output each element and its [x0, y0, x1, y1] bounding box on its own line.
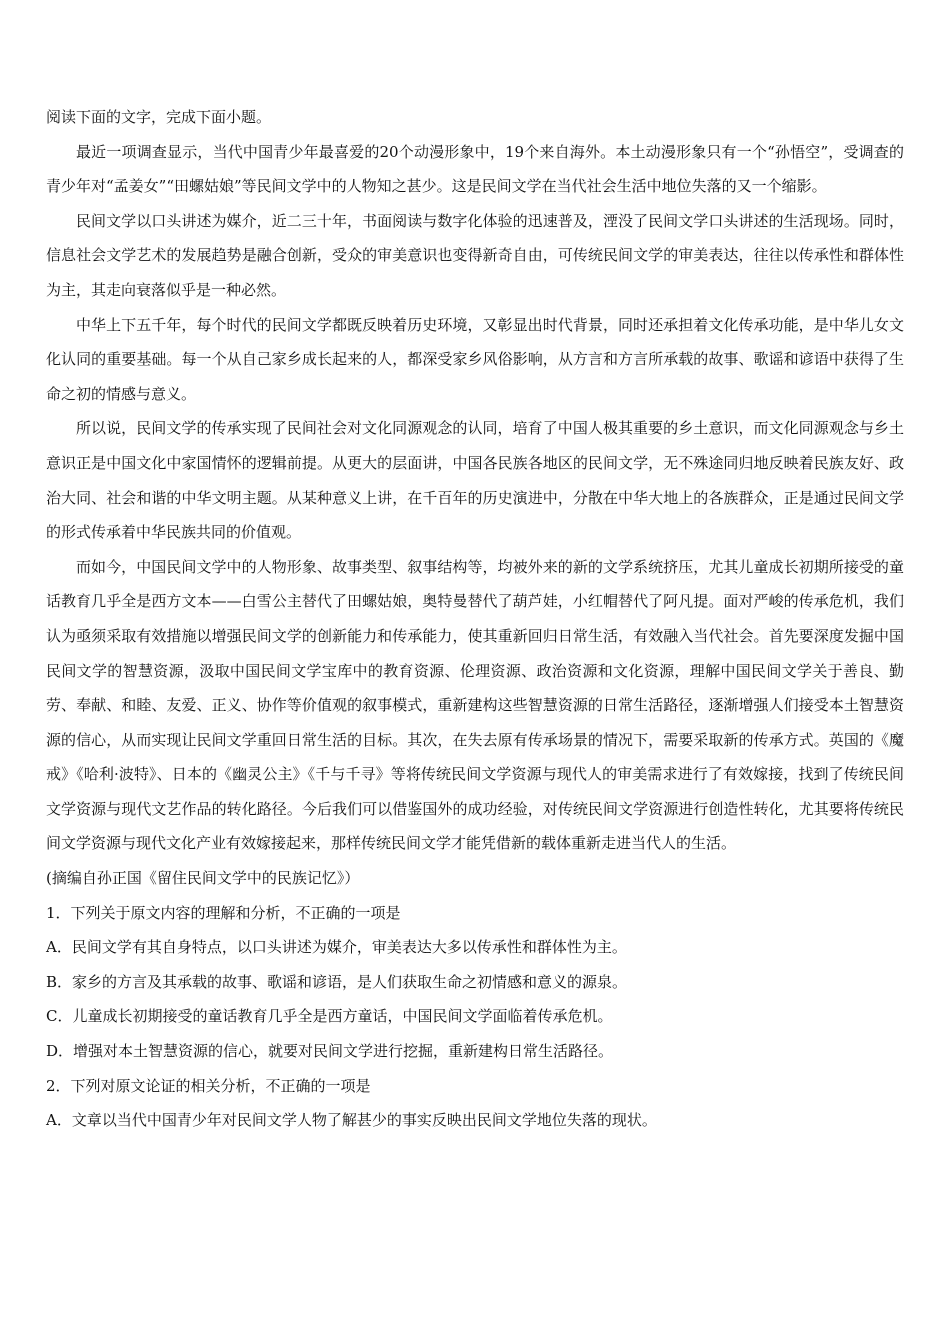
reading-instruction: 阅读下面的文字，完成下面小题。: [46, 108, 272, 126]
question-2-option-a: A．文章以当代中国青少年对民间文学人物了解甚少的事实反映出民间文学地位失落的现状。: [46, 1111, 657, 1130]
passage-paragraph-5: 而如今，中国民间文学中的人物形象、故事类型、叙事结构等，均被外来的新的文学系统挤压，尤其儿童成长初期所接受的童话教育几乎全是西方文本——白雪公主替代了田螺姑娘，奥特曼替代了葫芦娃，小红帽替代了阿凡提。面对严峻的传承危机，我们认为亟须采取有效措施以增强民间文学的创新能力和传承能力，使其重新回归日常生活，有效融入当代社会。首先要深度发掘中国民间文学的智慧资源，汲取中国民间文学宝库中的教育资源、伦理资源、政治资源和文化资源，理解中国民间文学关于善良、勤劳、奉献、和睦、友爱、正义、协作等价值观的叙事模式，重新建构这些智慧资源的日常生活路径，逐渐增强人们接受本土智慧资源的信心，从而实现让民间文学重回日常生活的目标。其次，在失去原有传承场景的情况下，需要采取新的传承方式。英国的《魔戒》《哈利·波特》、日本的《幽灵公主》《千与千寻》等将传统民间文学资源与现代人的审美需求进行了有效嫁接，找到了传统民间文学资源与现代文艺作品的转化路径。今后我们可以借鉴国外的成功经验，对传统民间文学资源进行创造性转化，尤其要将传统民间文学资源与现代文化产业有效嫁接起来，那样传统民间文学才能凭借新的载体重新走进当代人的生活。: [46, 557, 904, 853]
question-1: [46, 896, 904, 1069]
question-1-option-d: D．增强对本土智慧资源的信心，就要对民间文学进行挖掘，重新建构日常生活路径。: [46, 1042, 614, 1061]
passage-paragraph-3: 中华上下五千年，每个时代的民间文学都既反映着历史环境，又彰显出时代背景，同时还承担着文化传承功能，是中华儿女文化认同的重要基础。每一个从自己家乡成长起来的人，都深受家乡风俗影响，从方言和方言所承载的故事、歌谣和谚语中获得了生命之初的情感与意义。: [46, 315, 904, 403]
passage-paragraph-2: 民间文学以口头讲述为媒介，近二三十年，书面阅读与数字化体验的迅速普及，湮没了民间文学口头讲述的生活现场。同时，信息社会文学艺术的发展趋势是融合创新，受众的审美意识也变得新奇自由，可传统民间文学的审美表达，往往以传承性和群体性为主，其走向衰落似乎是一种必然。: [46, 211, 904, 299]
question-1-stem: 1．下列关于原文内容的理解和分析，不正确的一项是: [46, 903, 401, 922]
question-1-option-a: A．民间文学有其自身特点，以口头讲述为媒介，审美表达大多以传承性和群体性为主。: [46, 938, 627, 957]
passage-paragraph-1: 最近一项调查显示，当代中国青少年最喜爱的20个动漫形象中，19个来自海外。本土动漫形象只有一个“孙悟空”，受调查的青少年对“孟姜女”“田螺姑娘”等民间文学中的人物知之甚少。这是民间文学在当代社会生活中地位失落的又一个缩影。: [46, 142, 904, 196]
question-1-option-b: B．家乡的方言及其承载的故事、歌谣和谚语，是人们获取生命之初情感和意义的源泉。: [46, 972, 628, 991]
question-2: [46, 1069, 904, 1138]
passage-paragraph-4: 所以说，民间文学的传承实现了民间社会对文化同源观念的认同，培育了中国人极其重要的乡土意识，而文化同源观念与乡土意识正是中国文化中家国情怀的逻辑前提。从更大的层面讲，中国各民族各地区的民间文学，无不殊途同归地反映着民族友好、政治大同、社会和谐的中华文明主题。从某种意义上讲，在千百年的历史演进中，分散在中华大地上的各族群众，正是通过民间文学的形式传承着中华民族共同的价值观。: [46, 419, 904, 542]
question-1-option-c: C．儿童成长初期接受的童话教育几乎全是西方童话，中国民间文学面临着传承危机。: [46, 1007, 613, 1026]
question-2-stem: 2．下列对原文论证的相关分析，不正确的一项是: [46, 1076, 371, 1095]
passage: [46, 135, 904, 861]
passage-source: (摘编自孙正国《留住民间文学中的民族记忆》）: [46, 869, 360, 888]
